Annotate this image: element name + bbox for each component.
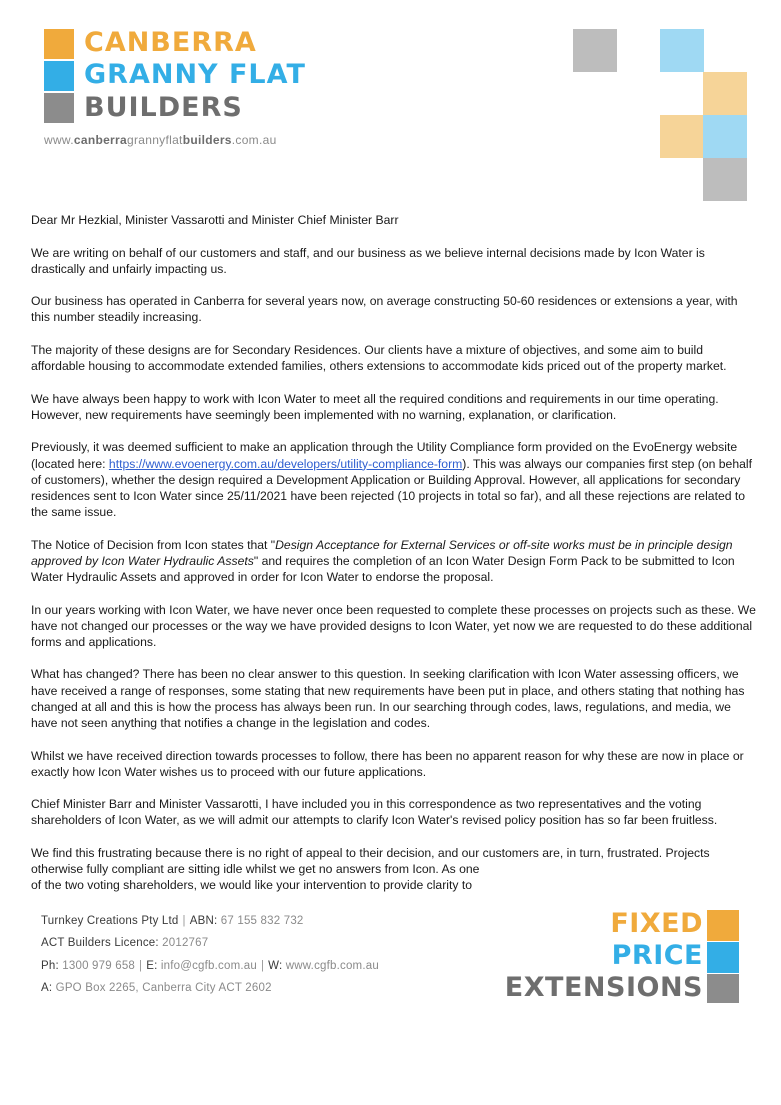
- deco-square-blue-2: [703, 115, 747, 158]
- paragraph-11: We find this frustrating because there is no right of appeal to their decision, and our customers are, in turn, frustrated. Projects otherwise fully compliant are sitting idle whilst we get no answers from Icon. As one of the two voting shareholders, we would like your intervention to provide clarity to: [31, 845, 710, 893]
- deco-square-blue-1: [660, 29, 704, 72]
- logo-square-gray: [44, 93, 74, 123]
- logo-text-canberra: CANBERRA: [84, 27, 257, 58]
- fp-square-gray: [707, 974, 739, 1003]
- paragraph-9: Whilst we have received direction towards processes to follow, there has been no apparent reason for why these are now in place or exactly how Icon Water wishes us to proceed with our future applications.: [31, 748, 744, 779]
- letter-body: [31, 212, 757, 910]
- fp-text-extensions: EXTENSIONS: [504, 972, 703, 1003]
- footer-address-line: A: GPO Box 2265, Canberra City ACT 2602: [41, 982, 272, 994]
- footer-company-line: Turnkey Creations Pty Ltd | ABN: 67 155 832 732: [41, 915, 304, 927]
- paragraph-1: We are writing on behalf of our customers and staff, and our business as we believe internal decisions made by Icon Water is drastically and unfairly impacting us.: [31, 245, 705, 276]
- logo-website-url: www.canberragrannyflatbuilders.com.au: [44, 133, 277, 147]
- paragraph-8: What has changed? There has been no clear answer to this question. In seeking clarification with Icon Water assessing officers, we have received a range of responses, some stating that new requirements have been put in place, and others stating that nothing has changed at all and this is how the process has always been run. In our searching through codes, laws, regulations, and media, we have not seen anything that notifies a change in the legislation and codes.: [31, 667, 745, 731]
- deco-square-gray-1: [573, 29, 617, 72]
- deco-square-gray-2: [703, 158, 747, 201]
- salutation: Dear Mr Hezkial, Minister Vassarotti and Minister Chief Minister Barr: [31, 213, 399, 227]
- footer-contact-line: Ph: 1300 979 658 | E: info@cgfb.com.au | W: www.cgfb.com.au: [41, 960, 379, 972]
- paragraph-2: Our business has operated in Canberra for several years now, on average constructing 50-60 residences or extensions a year, with this number steadily increasing.: [31, 294, 738, 325]
- paragraph-7: In our years working with Icon Water, we have never once been requested to complete these processes on projects such as these. We have not changed our processes or the way we have provided designs to Icon Water, yet now we are requested to do these additional forms and applications.: [31, 602, 756, 649]
- paragraph-4: We have always been happy to work with Icon Water to meet all the required conditions and requirements in our time operating. However, new requirements have seemingly been implemented with no warning, explanation, or clarification.: [31, 391, 719, 422]
- logo-square-orange: [44, 29, 74, 59]
- paragraph-10: Chief Minister Barr and Minister Vassarotti, I have included you in this correspondence as two representatives and the voting shareholders of Icon Water, as we will admit our attempts to clarify Icon Water's revised policy position has so far been fruitless.: [31, 797, 718, 828]
- fp-text-fixed: FIXED: [610, 908, 703, 939]
- evoenergy-link[interactable]: https://www.evoenergy.com.au/developers/utility-compliance-form: [108, 456, 463, 471]
- fp-square-orange: [707, 910, 739, 941]
- fp-text-price: PRICE: [611, 940, 703, 971]
- deco-square-orange-2: [660, 115, 704, 158]
- paragraph-5: Previously, it was deemed sufficient to make an application through the Utility Compliance form provided on the EvoEnergy website (located here: https://www.evoenergy.com.au/developers/utility-compliance-form). This was always our companies first step (on behalf of customers), whether the design required a Development Application or Building Approval. However, all applications for secondary residences sent to Icon Water since 25/11/2021 have been rejected (10 projects in total so far), and all these rejections are related to the same issue.: [31, 440, 752, 520]
- paragraph-6: The Notice of Decision from Icon states that "Design Acceptance for External Services or off-site works must be in principle design approved by Icon Water Hydraulic Assets" and requires the completion of an Icon Water Design Form Pack to be submitted to Icon Water Hydraulic Assets and approved in order for Icon Water to endorse the proposal.: [31, 537, 735, 585]
- footer-licence-line: ACT Builders Licence: 2012767: [41, 937, 209, 949]
- logo-square-blue: [44, 61, 74, 91]
- fp-square-blue: [707, 942, 739, 973]
- paragraph-3: The majority of these designs are for Secondary Residences. Our clients have a mixture of objectives, and some aim to build affordable housing to accommodate extended families, others extensions to accommodate kids priced out of the property market.: [31, 342, 727, 374]
- logo-text-builders: BUILDERS: [84, 92, 243, 123]
- logo-text-granny-flat: GRANNY FLAT: [84, 59, 306, 90]
- deco-square-orange-1: [703, 72, 747, 115]
